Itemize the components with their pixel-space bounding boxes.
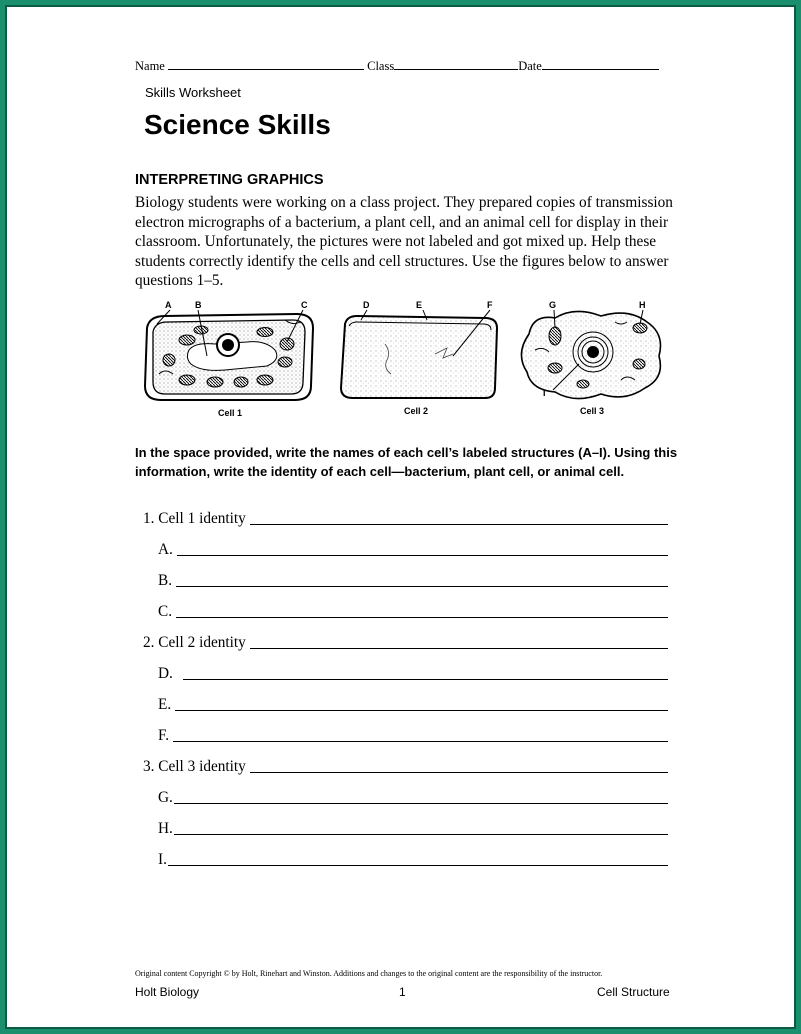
question-2-row (143, 634, 668, 652)
question-1c-row (158, 603, 668, 621)
question-2-answer-line[interactable] (250, 647, 668, 649)
label-e: E (416, 300, 423, 310)
question-1b-row (158, 572, 668, 590)
instructions: In the space provided, write the names of each cell’s labeled structures (A–I). Using this information, write the identity of each cell—bacterium, plant cell, or animal cell. (135, 445, 678, 479)
part-i-answer-line[interactable] (168, 864, 668, 866)
part-g-label: G. (158, 789, 173, 806)
footer-left: Holt Biology (135, 985, 200, 999)
question-3-row (143, 758, 668, 776)
part-c-label: C. (158, 603, 173, 620)
question-3h-row (158, 820, 668, 838)
copyright-notice: Original content Copyright © by Holt, Rinehart and Winston. Additions and changes to the original content are the responsibility of the instructor. (135, 969, 603, 978)
class-label: Class (367, 59, 395, 73)
question-3i-row (158, 851, 668, 869)
part-c-answer-line[interactable] (176, 616, 668, 618)
question-1-label: 1. Cell 1 identity (143, 510, 246, 527)
caption-cell-2: Cell 2 (404, 406, 429, 416)
name-blank[interactable] (168, 59, 364, 70)
label-g: G (549, 300, 557, 310)
worksheet-label: Skills Worksheet (145, 85, 241, 100)
part-e-answer-line[interactable] (175, 709, 668, 711)
label-c: C (301, 300, 308, 310)
name-label: Name (135, 59, 165, 73)
label-b: B (195, 300, 202, 310)
part-b-label: B. (158, 572, 173, 589)
question-2e-row (158, 696, 668, 714)
question-3-answer-line[interactable] (250, 771, 668, 773)
page-title: Science Skills (144, 109, 331, 140)
question-3g-row (158, 789, 668, 807)
part-i-label: I. (158, 851, 167, 868)
label-i: I (543, 388, 546, 398)
part-h-label: H. (158, 820, 173, 837)
cell-figures (135, 294, 675, 424)
part-f-label: F. (158, 727, 170, 744)
section-title: INTERPRETING GRAPHICS (135, 172, 324, 188)
caption-cell-3: Cell 3 (580, 406, 605, 416)
header-fields (135, 59, 659, 74)
cell-figures-svg (135, 294, 675, 419)
label-f: F (487, 300, 493, 310)
worksheet-page (5, 5, 796, 1029)
question-1a-row (158, 541, 668, 559)
caption-cell-1: Cell 1 (218, 408, 243, 418)
date-label: Date (518, 59, 542, 73)
part-e-label: E. (158, 696, 172, 713)
label-h: H (639, 300, 646, 310)
question-1-row (143, 510, 668, 528)
label-d: D (363, 300, 370, 310)
cell-3-drawing (521, 310, 660, 399)
footer-page-number: 1 (399, 985, 406, 999)
part-a-answer-line[interactable] (177, 554, 668, 556)
part-g-answer-line[interactable] (174, 802, 668, 804)
question-2d-row (158, 665, 668, 683)
part-a-label: A. (158, 541, 173, 558)
part-d-answer-line[interactable] (183, 678, 668, 680)
part-f-answer-line[interactable] (173, 740, 668, 742)
intro-paragraph: Biology students were working on a class project. They prepared copies of transmission electron micrographs of a bacterium, a plant cell, and an animal cell for display in their classroom. Unfortunately, the pictures were not labeled and got mixed up. Help these students correctly identify the cells and cell structures. Use the figures below to answer questions 1–5. (135, 194, 673, 289)
footer-right: Cell Structure (597, 985, 670, 999)
date-blank[interactable] (542, 59, 659, 70)
cell-2-drawing (341, 310, 497, 398)
question-2f-row (158, 727, 668, 745)
question-2-label: 2. Cell 2 identity (143, 634, 246, 651)
cell-1-drawing (145, 310, 313, 400)
question-3-label: 3. Cell 3 identity (143, 758, 246, 775)
class-blank[interactable] (394, 59, 518, 70)
part-d-label: D. (158, 665, 173, 682)
question-1-answer-line[interactable] (250, 523, 668, 525)
part-h-answer-line[interactable] (174, 833, 668, 835)
part-b-answer-line[interactable] (176, 585, 668, 587)
label-a: A (165, 300, 172, 310)
